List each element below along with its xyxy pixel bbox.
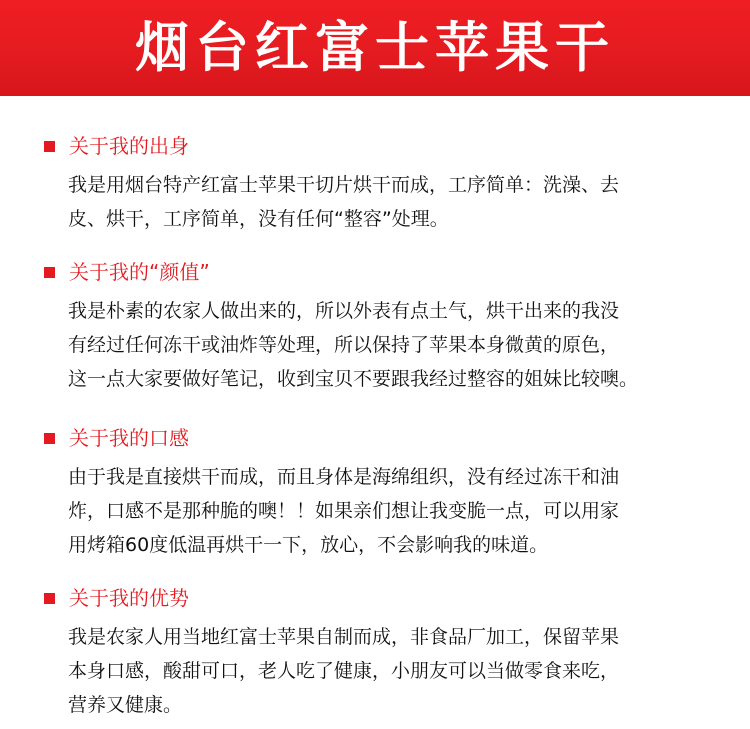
section-title: 关于我的“颜值” — [69, 260, 210, 284]
body-line: 本身口感，酸甜可口，老人吃了健康，小朋友可以当做零食来吃， — [68, 660, 620, 682]
section-heading — [44, 132, 189, 160]
body-line: 我是朴素的农家人做出来的，所以外表有点土气，烘干出来的我没 — [68, 300, 620, 322]
body-line: 我是农家人用当地红富士苹果自制而成，非食品厂加工，保留苹果 — [68, 626, 620, 648]
body-line: 皮、烘干，工序简单，没有任何“整容”处理。 — [68, 208, 449, 230]
section-body — [68, 620, 718, 722]
body-line: 炸，口感不是那种脆的噢！！如果亲们想让我变脆一点，可以用家 — [68, 500, 620, 522]
section-title: 关于我的优势 — [69, 586, 189, 610]
body-line: 营养又健康。 — [68, 694, 183, 716]
body-line: 这一点大家要做好笔记，收到宝贝不要跟我经过整容的姐妹比较噢。 — [68, 368, 639, 390]
body-line: 由于我是直接烘干而成，而且身体是海绵组织，没有经过冻干和油 — [68, 466, 620, 488]
square-bullet-icon — [44, 433, 55, 444]
section-heading — [44, 584, 189, 612]
section-heading — [44, 258, 210, 286]
page-title: 烟台红富士苹果干 — [135, 16, 615, 79]
square-bullet-icon — [44, 141, 55, 152]
square-bullet-icon — [44, 267, 55, 278]
body-line: 有经过任何冻干或油炸等处理，所以保持了苹果本身微黄的原色， — [68, 334, 620, 356]
square-bullet-icon — [44, 593, 55, 604]
title-banner — [0, 0, 750, 96]
section-body — [68, 168, 718, 236]
section-body — [68, 460, 718, 562]
section-title: 关于我的出身 — [69, 134, 189, 158]
section-body — [68, 294, 718, 396]
section-heading — [44, 424, 189, 452]
body-line: 用烤箱60度低温再烘干一下，放心，不会影响我的味道。 — [68, 534, 549, 556]
body-line: 我是用烟台特产红富士苹果干切片烘干而成，工序简单：洗澡、去 — [68, 174, 620, 196]
section-title: 关于我的口感 — [69, 426, 189, 450]
